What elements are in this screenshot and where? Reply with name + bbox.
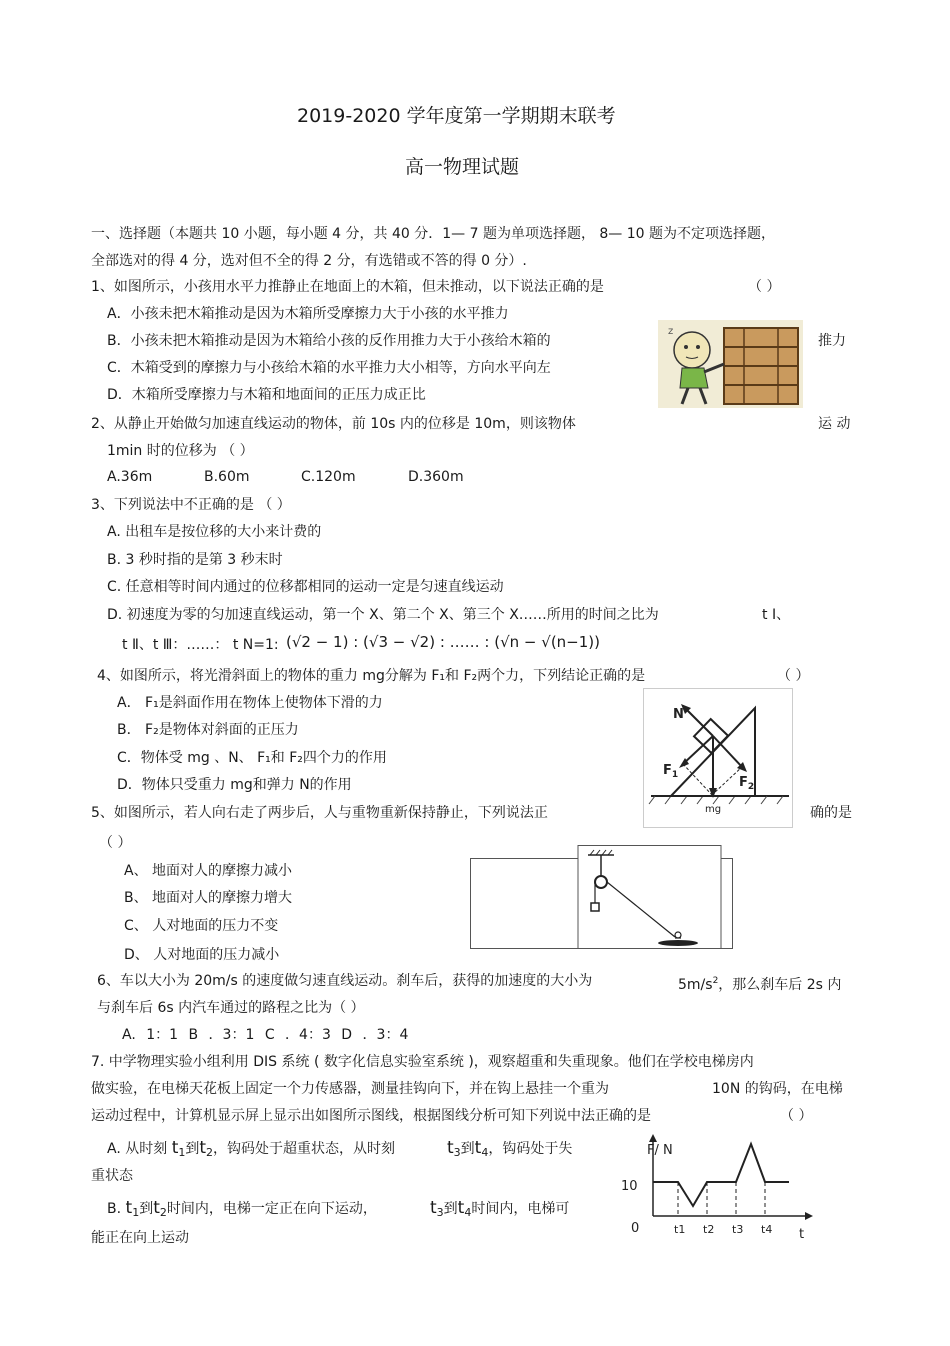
q4-stem: 4、如图所示，将光滑斜面上的物体的重力 mg分解为 F₁和 F₂两个力，下列结论正确的是 [97,668,646,684]
q5-option-b: B、 地面对人的摩擦力增大 [124,890,293,906]
pulley-person-figure [470,845,735,950]
t-sub: 1 [132,1206,140,1219]
q2-stem: 2、从静止开始做匀加速直线运动的物体，前 10s 内的位移是 10m，则该物体 [91,416,576,432]
q4-option-d: D．物体只受重力 mg和弹力 N的作用 [117,777,352,793]
q6-stem-end: ，那么刹车后 2s 内 [718,977,842,993]
q5-stem: 5、如图所示，若人向右走了两步后，人与重物重新保持静止，下列说法正 [91,805,548,821]
q3-option-c: C. 任意相等时间内通过的位移都相同的运动一定是匀速直线运动 [107,579,504,595]
force-f1-sub: 1 [671,770,679,780]
q7-line2-mid: 10N 的钩码，在电梯 [712,1081,843,1097]
force-mg-label: mg [705,804,722,815]
t-sub: 3 [453,1146,461,1159]
q3-option-d-line1: D. 初速度为零的匀加速直线运动，第一个 X、第二个 X、第三个 X……所用的时间之比为 [107,607,659,623]
force-f2-label: F [739,775,748,790]
q7-b-text1: 时间内，电梯一定正在向下运动， [166,1201,377,1217]
q1-option-c: C．木箱受到的摩擦力与小孩给木箱的水平推力大小相等，方向水平向左 [107,360,551,376]
q7-a-to: 到 [185,1141,200,1157]
q6-accel [678,971,841,995]
t-letter: t [153,1198,160,1218]
graph-y-tick-10: 10 [621,1179,638,1194]
q2-option-b: B.60m [204,469,250,485]
q6-options: A. 1：1 B ．3：1 C ．4：3 D ．3：4 [122,1027,409,1043]
q5-option-a: A、 地面对人的摩擦力减小 [124,863,293,879]
q7-option-b-part2 [430,1198,569,1223]
t-sub: 1 [178,1146,186,1159]
q7-a-t2 [199,1138,213,1158]
graph-x-tick-t2: t2 [703,1223,715,1236]
q1-option-b-end: 推力 [818,333,846,349]
graph-x-tick-t3: t3 [732,1223,744,1236]
graph-origin: 0 [631,1221,640,1236]
q7-a-text1: ，钩码处于超重状态，从时刻 [213,1141,396,1157]
t-letter: t [125,1198,133,1218]
q1-stem: 1、如图所示，小孩用水平力推静止在地面上的木箱，但未推动，以下说法正确的是 [91,279,604,295]
q7-paren: （ ） [780,1108,813,1124]
force-n-label: N [673,707,684,722]
t-letter: t [171,1138,179,1158]
q7-option-a-part2 [447,1138,572,1163]
t-letter: t [430,1198,437,1218]
q3-option-b: B. 3 秒时指的是第 3 秒末时 [107,552,283,568]
q2-line2: 1min 时的位移为 （ ） [107,443,254,459]
q7-b-to: 到 [139,1201,154,1217]
t-letter: t [474,1138,482,1158]
q7-b-t4 [458,1198,472,1218]
t-letter: t [457,1198,465,1218]
q7-a-prefix: A. 从时刻 [107,1141,168,1157]
q7-option-b [107,1198,377,1223]
q3-option-d-line1-end: t Ⅰ、 [762,607,791,623]
q6-stem: 6、车以大小为 20m/s 的速度做匀速直线运动。刹车后，获得的加速度的大小为 [97,973,593,989]
q4-option-c: C．物体受 mg 、N、 F₁和 F₂四个力的作用 [117,750,387,766]
svg-text:F1 [663,763,678,780]
q3-option-d-line2: t Ⅱ、t Ⅲ：……： t N=1: [122,637,279,653]
section-intro-line1: 一、选择题（本题共 10 小题，每小题 4 分，共 40 分．1— 7 题为单项选择题， 8— 10 题为不定项选择题， [91,226,776,242]
q3-stem: 3、下列说法中不正确的是 （ ） [91,497,291,513]
q4-option-a: A． F₁是斜面作用在物体上使物体下滑的力 [117,695,383,711]
q7-line2: 做实验，在电梯天花板上固定一个力传感器，测量挂钩向下，并在钩上悬挂一个重为 [91,1081,609,1097]
q7-a-t3 [447,1138,461,1158]
q7-line3: 运动过程中，计算机显示屏上显示出如图所示图线，根据图线分析可知下列说中法正确的是 [91,1108,651,1124]
q1-paren: （ ） [748,279,781,295]
graph-x-tick-t4: t4 [761,1223,773,1236]
t-sub: 2 [159,1206,167,1219]
q7-a-text2: ，钩码处于失 [488,1141,573,1157]
force-time-graph [615,1132,815,1246]
t-letter: t [199,1138,207,1158]
page-title: 2019-2020 学年度第一学期期末联考 [297,105,616,127]
q7-line1: 7. 中学物理实验小组利用 DIS 系统 ( 数字化信息实验室系统 )，观察超重和失重现象。他们在学校电梯房内 [91,1054,754,1070]
q7-a-to2: 到 [460,1141,475,1157]
q6-accel-value: 5m/s [678,977,713,993]
q2-stem-end: 运 动 [818,416,851,432]
graph-x-tick-t1: t1 [674,1223,686,1236]
graph-x-label: t [799,1227,805,1242]
q7-a-t1 [172,1138,186,1158]
t-sub: 4 [464,1206,472,1219]
incline-force-diagram [643,688,793,828]
t-letter: t [447,1138,454,1158]
q7-b-t3 [430,1198,444,1218]
section-intro-line2: 全部选对的得 4 分，选对但不全的得 2 分，有选错或不答的得 0 分）. [91,253,527,269]
q5-stem-end: 确的是 [810,805,852,821]
q2-option-d: D.360m [408,469,464,485]
child-pushing-crate-figure [658,320,803,408]
q7-b-t2 [153,1198,167,1218]
q6-line2: 与刹车后 6s 内汽车通过的路程之比为（ ） [97,1000,365,1016]
q7-b-prefix: B. [107,1201,122,1217]
q7-b-to2: 到 [443,1201,458,1217]
t-sub: 3 [436,1206,444,1219]
q7-option-b-line2: 能正在向上运动 [91,1230,189,1246]
q5-option-d: D、 人对地面的压力减小 [124,947,280,963]
svg-text:F2 [739,775,754,792]
q1-option-d: D．木箱所受摩擦力与木箱和地面间的正压力成正比 [107,387,426,403]
q7-option-a [107,1138,395,1163]
q7-a-t4 [475,1138,489,1158]
force-f1-label: F [663,763,672,778]
svg-text:z: z [668,326,674,337]
q3-option-a: A. 出租车是按位移的大小来计费的 [107,524,322,540]
page-subtitle: 高一物理试题 [405,156,520,178]
q5-option-c: C、 人对地面的压力不变 [124,918,279,934]
q1-option-a: A．小孩未把木箱推动是因为木箱所受摩擦力大于小孩的水平推力 [107,306,509,322]
q7-option-a-line2: 重状态 [91,1168,133,1184]
q3-ratio-formula: (√2 − 1) : (√3 − √2) : …… : (√n − √(n−1)) [286,633,600,651]
graph-y-label: F/ N [647,1143,673,1158]
q7-b-text2: 时间内，电梯可 [471,1201,570,1217]
t-sub: 2 [206,1146,214,1159]
q2-option-a: A.36m [107,469,153,485]
q6-accel-sup: 2 [712,976,719,986]
force-f2-sub: 2 [747,782,755,792]
t-sub: 4 [481,1146,489,1159]
q4-paren: （ ） [777,668,810,684]
q2-option-c: C.120m [301,469,356,485]
q1-option-b: B．小孩未把木箱推动是因为木箱给小孩的反作用推力大于小孩给木箱的 [107,333,551,349]
q5-paren: （ ） [99,835,132,851]
q7-b-t1 [126,1198,140,1218]
q4-option-b: B． F₂是物体对斜面的正压力 [117,722,299,738]
